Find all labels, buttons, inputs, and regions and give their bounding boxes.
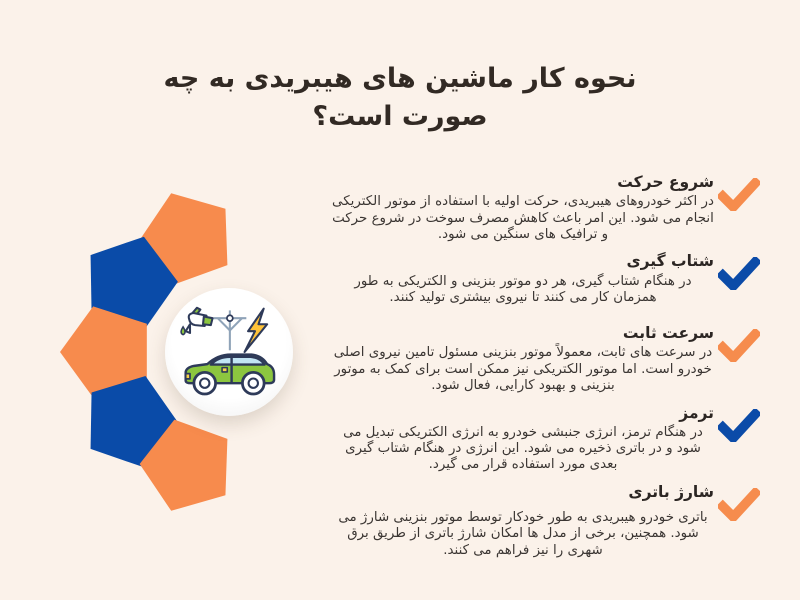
fuel-drop-icon: [181, 327, 185, 335]
section-battery-charging: [332, 481, 764, 559]
page-title: نحوه کار ماشین های هیبریدی به چه صورت است؟: [163, 63, 637, 133]
section-body: در سرعت های ثابت، معمولاً موتور بنزینی مسئول تامین نیروی اصلی خودرو است. اما موتور الکتریکی نیز ممکن است برای کمک به موتور بنزینی و بهبود کارایی، فعال شود.: [333, 345, 713, 394]
section-heading: سرعت ثابت: [622, 324, 714, 343]
sections-list: [332, 171, 764, 566]
section-acceleration: [332, 250, 764, 306]
section-body: در اکثر خودروهای هیبریدی، حرکت اولیه با استفاده از موتور الکتریکی انجام می شود. این امر باعث کاهش مصرف سوخت در شروع حرکت و ترافیک های سنگین می شود.: [332, 194, 714, 242]
section-heading: شروع حرکت: [617, 173, 714, 191]
section-body: باتری خودرو هیبریدی به طور خودکار توسط موتور بنزینی شارژ می شود. همچنین، برخی از مدل ها امکان شارژ باتری از طریق برق شهری را نیز فراهم می کنند.: [338, 510, 708, 558]
section-constant-speed: [332, 322, 764, 394]
hero-circle: [165, 288, 293, 416]
check-icon: [714, 481, 764, 559]
section-body: در هنگام ترمز، انرژی جنبشی خودرو به انرژی الکتریکی تبدیل می شود و در باتری ذخیره می شود. این انرژی در هنگام شتاب گیری بعدی مورد استفاده قرار می گیرد.: [343, 424, 703, 473]
fuel-nozzle-icon: [186, 308, 213, 333]
section-heading: شارژ باتری: [628, 482, 714, 501]
lightning-bolt-icon: [245, 309, 268, 352]
check-icon: [714, 250, 764, 306]
check-icon: [714, 402, 764, 474]
section-braking: [332, 402, 764, 474]
section-start-moving: [332, 171, 764, 243]
check-icon: [714, 171, 764, 243]
section-heading: شتاب گیری: [626, 252, 714, 271]
section-heading: ترمز: [679, 403, 714, 422]
hybrid-car-icon: [177, 304, 281, 400]
section-body: در هنگام شتاب گیری، هر دو موتور بنزینی و الکتریکی به طور همزمان کار می کنند تا نیروی بیشتری تولید کنند.: [354, 273, 692, 305]
check-icon: [714, 322, 764, 394]
